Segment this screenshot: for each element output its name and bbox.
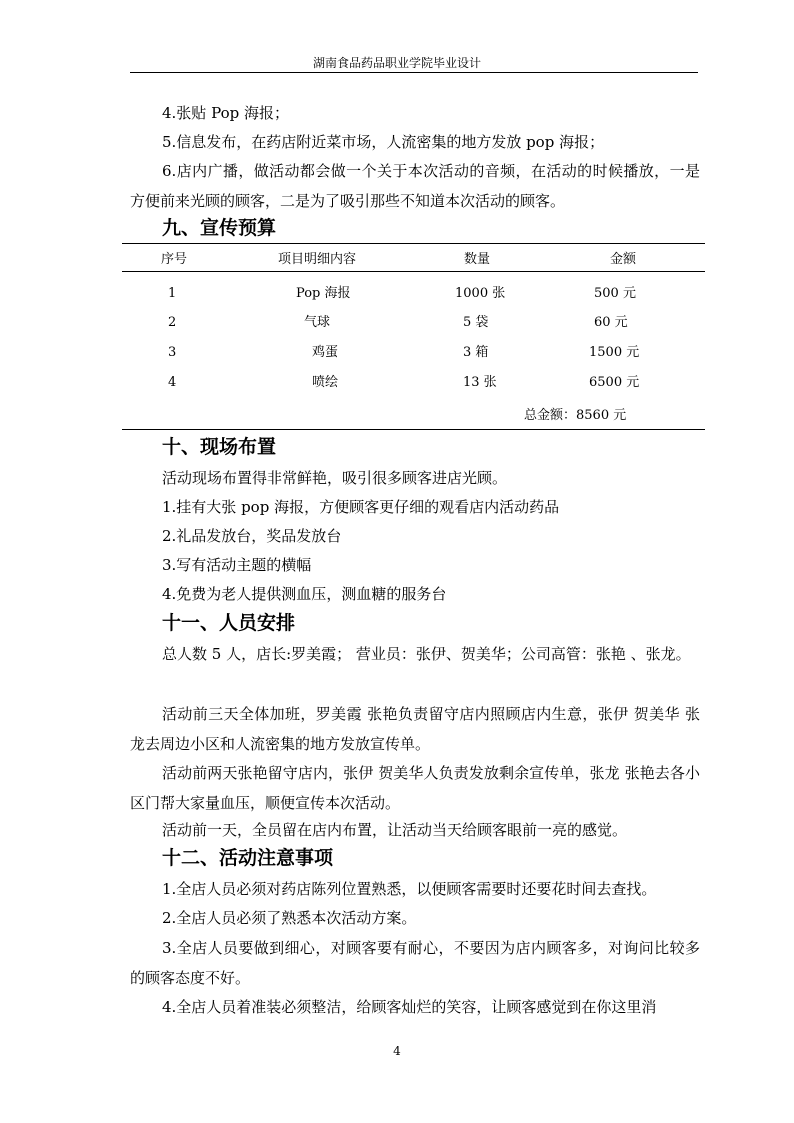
page-number: 4 [393, 1044, 401, 1058]
table-cell-item: 鸡蛋 [312, 345, 339, 360]
table-header-amount: 金额 [610, 252, 637, 267]
staff-paragraph-3: 活动前两天张艳留守店内，张伊 贺美华人负责发放剩余宣传单，张龙 张艳去各小区门帮大家量血压，顺便宣传本次活动。 [130, 764, 700, 812]
table-header-rule [122, 271, 705, 272]
table-cell-index: 4 [168, 375, 177, 390]
table-header-item: 项目明细内容 [278, 252, 357, 267]
notes-item-2: 2.全店人员必须了熟悉本次活动方案。 [162, 909, 417, 927]
intro-item-6: 6.店内广播，做活动都会做一个关于本次活动的音频，在活动的时候播放，一是方便前来光顾的顾客，二是为了吸引那些不知道本次活动的顾客。 [130, 162, 700, 210]
header-rule [130, 72, 698, 73]
intro-item-5: 5.信息发布，在药店附近菜市场，人流密集的地方发放 pop 海报； [162, 133, 605, 151]
table-cell-item: 喷绘 [312, 375, 339, 390]
staff-paragraph-4: 活动前一天，全员留在店内布置，让活动当天给顾客眼前一亮的感觉。 [162, 821, 628, 839]
table-cell-amount: 60 元 [594, 315, 628, 330]
table-cell-index: 1 [168, 286, 177, 301]
table-cell-item: Pop 海报 [296, 286, 351, 301]
table-top-rule [122, 243, 705, 244]
table-cell-quantity: 3 箱 [463, 345, 489, 360]
staff-paragraph-2: 活动前三天全体加班，罗美霞 张艳负责留守店内照顾店内生意，张伊 贺美华 张龙去周边小区和人流密集的地方发放宣传单。 [130, 705, 700, 753]
layout-item-1: 1.挂有大张 pop 海报，方便顾客更仔细的观看店内活动药品 [162, 498, 560, 516]
table-cell-quantity: 5 袋 [463, 315, 489, 330]
table-header-quantity: 数量 [464, 252, 491, 267]
table-cell-amount: 6500 元 [589, 375, 640, 390]
notes-item-4: 4.全店人员着准装必须整洁，给顾客灿烂的笑容，让顾客感觉到在你这里消 [162, 998, 657, 1016]
table-bottom-rule [122, 429, 705, 430]
intro-item-4: 4.张贴 Pop 海报； [162, 104, 289, 122]
notes-item-3: 3.全店人员要做到细心，对顾客要有耐心，不要因为店内顾客多，对询问比较多的顾客态度不好。 [130, 939, 700, 987]
table-total: 总金额：8560 元 [524, 408, 627, 423]
section-heading-layout: 十、现场布置 [162, 436, 277, 458]
section-heading-staff: 十一、人员安排 [162, 612, 296, 634]
section-heading-notes: 十二、活动注意事项 [162, 847, 334, 869]
section-heading-budget: 九、宣传预算 [162, 217, 277, 239]
layout-item-4: 4.免费为老人提供测血压，测血糖的服务台 [162, 585, 447, 603]
header-title: 湖南食品药品职业学院毕业设计 [312, 56, 481, 70]
table-cell-quantity: 1000 张 [455, 286, 506, 301]
layout-paragraph: 活动现场布置得非常鲜艳，吸引很多顾客进店光顾。 [162, 469, 508, 487]
layout-item-2: 2.礼品发放台，奖品发放台 [162, 527, 342, 545]
table-cell-amount: 500 元 [594, 286, 636, 301]
table-cell-index: 2 [168, 315, 177, 330]
layout-item-3: 3.写有活动主题的横幅 [162, 556, 312, 574]
table-header-index: 序号 [161, 252, 188, 267]
table-cell-index: 3 [168, 345, 177, 360]
table-cell-amount: 1500 元 [589, 345, 640, 360]
staff-paragraph-1: 总人数 5 人，店长:罗美霞； 营业员：张伊、贺美华；公司高管：张艳 、张龙。 [162, 645, 691, 663]
table-cell-quantity: 13 张 [463, 375, 497, 390]
table-cell-item: 气球 [304, 315, 331, 330]
notes-item-1: 1.全店人员必须对药店陈列位置熟悉，以便顾客需要时还要花时间去查找。 [162, 880, 657, 898]
